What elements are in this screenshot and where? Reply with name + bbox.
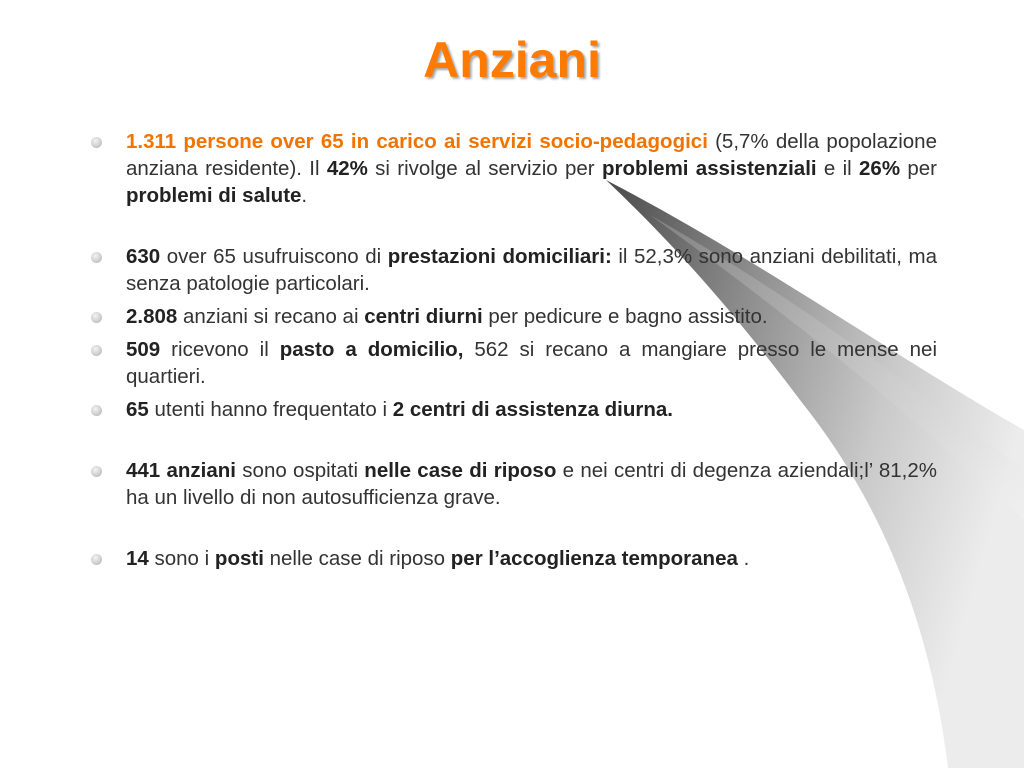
body-text: per pedicure e bagno assistito. [482, 305, 768, 328]
bullet-item [88, 545, 937, 572]
body-text: utenti hanno frequentato i [148, 398, 393, 421]
bullet-dot-icon [91, 137, 102, 148]
bold-text: problemi di salute [126, 184, 302, 207]
bold-text: centri diurni [364, 305, 483, 328]
bold-text: 14 [126, 547, 149, 570]
bullet-dot-icon [91, 554, 102, 565]
body-text: si rivolge al servizio per [367, 157, 602, 180]
bold-text: prestazioni domiciliari: [387, 245, 612, 268]
body-text: . [737, 547, 750, 570]
bullet-item [88, 128, 937, 209]
bold-text: nelle case di riposo [364, 459, 557, 482]
bold-text: 2 centri di assistenza diurna. [392, 398, 673, 421]
bold-text: 2.808 [126, 305, 178, 328]
body-text: ricevono il [160, 338, 280, 361]
body-text: nelle case di riposo [263, 547, 451, 570]
body-text: over 65 usufruiscono di [160, 245, 388, 268]
bold-text: 441 anziani [126, 459, 236, 482]
body-text: 562 si recano a mangiare presso le mense nei quartieri. [126, 338, 938, 388]
bullet-dot-icon [91, 252, 102, 263]
bullet-dot-icon [91, 345, 102, 356]
bullet-item [88, 303, 937, 330]
bullet-item [88, 243, 937, 297]
body-text: . [301, 184, 308, 207]
bold-text: posti [214, 547, 264, 570]
bullet-list [88, 128, 937, 572]
highlight-text: 1.311 persone over 65 in carico ai servizi socio-pedagogici [126, 130, 708, 153]
body-text: per [900, 157, 937, 180]
bold-text: 509 [126, 338, 161, 361]
body-text: sono i [148, 547, 215, 570]
body-text: il 52,3% sono anziani debilitati, ma senza patologie particolari. [126, 245, 937, 295]
bullet-dot-icon [91, 312, 102, 323]
slide-title: Anziani [423, 32, 601, 88]
bold-text: 26% [859, 157, 901, 180]
bold-text: 630 [126, 245, 161, 268]
bullet-item [88, 336, 937, 390]
bullet-dot-icon [91, 405, 102, 416]
body-text: e nei centri di degenza aziendali;l’ 81,2% ha un livello di non autosufficienza grave. [126, 459, 938, 509]
bold-text: problemi assistenziali [601, 157, 817, 180]
bullet-item [88, 457, 937, 511]
body-text: anziani si recano ai [177, 305, 365, 328]
body-text: e il [816, 157, 860, 180]
bullet-item [88, 396, 937, 423]
bold-text: 42% [326, 157, 368, 180]
bold-text: pasto a domicilio, [279, 338, 464, 361]
body-text: (5,7% della popolazione anziana residente). Il [126, 130, 937, 180]
bold-text: per l’accoglienza temporanea [450, 547, 738, 570]
body-text: sono ospitati [236, 459, 365, 482]
bold-text: 65 [126, 398, 149, 421]
bullet-dot-icon [91, 466, 102, 477]
